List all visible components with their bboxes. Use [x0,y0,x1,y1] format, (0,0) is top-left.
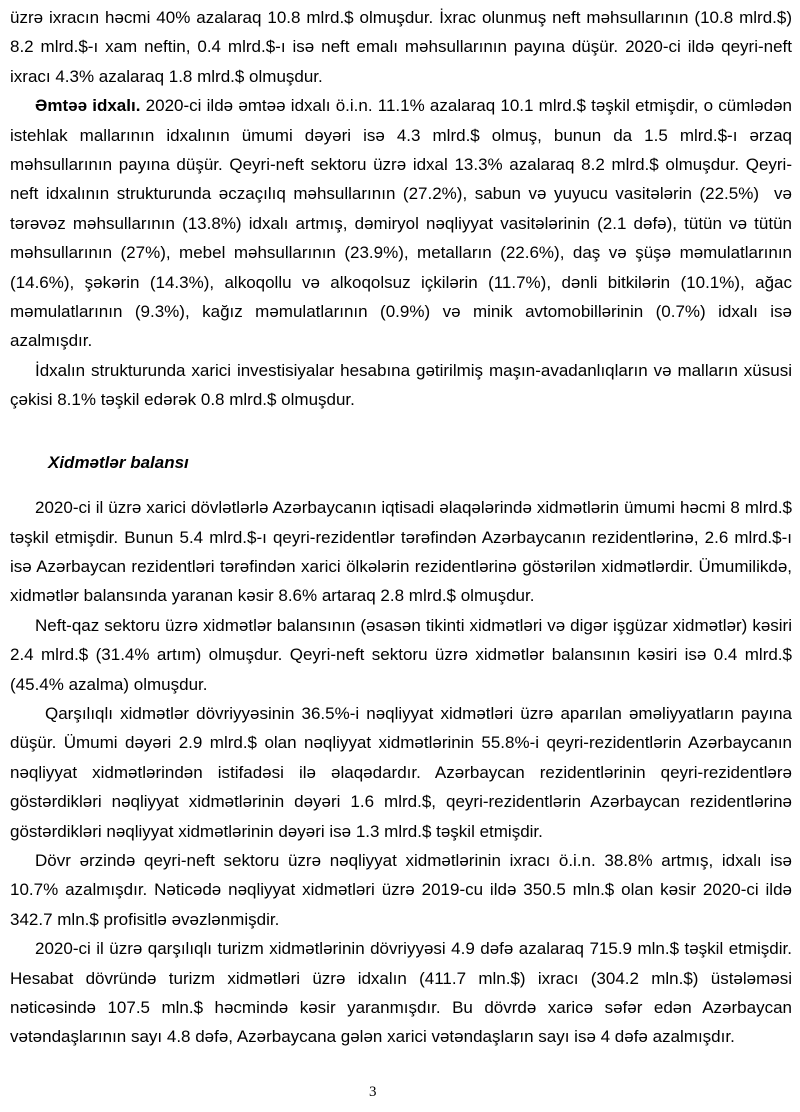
paragraph-text: 2020-ci il üzrə xarici dövlətlərlə Azərbaycanın iqtisadi əlaqələrində xidmətlərin ümumi həcmi 8 mlrd.$ təşkil etmişdir. Bunun 5.4 mlrd.$-ı qeyri-rezidentlər tərəfindən Azərbaycanın rezidentlərinə, 2.6 mlrd.$-ı isə Azərbaycan rezidentləri tərəfindən xarici ölkələrin rezidentlərinə göstərilən xidmətlərdir. Ümumilikdə, xidmətlər balansında yaranan kəsir 8.6% artaraq 2.8 mlrd.$ olmuşdur. [10,498,792,606]
paragraph-text: üzrə ixracın həcmi 40% azalaraq 10.8 mlrd.$ olmuşdur. İxrac olunmuş neft məhsullarının (10.8 mlrd.$) 8.2 mlrd.$-ı xam neftin, 0.4 mlrd.$-ı isə neft emalı məhsullarının payına düşür. 2020-ci ildə qeyri-neft ixracı 4.3% azalaraq 1.8 mlrd.$ olmuşdur. [10,8,792,86]
paragraph-lead-bold: Əmtəə idxalı. [35,96,141,116]
paragraph-text: İdxalın strukturunda xarici investisiyalar hesabına gətirilmiş maşın-avadanlıqların və malların xüsusi çəkisi 8.1% təşkil edərək 0.8 mlrd.$ olmuşdur. [10,360,792,410]
paragraph-import-structure [10,356,792,415]
paragraph-text: 2020-ci ildə əmtəə idxalı ö.i.n. 11.1% azalaraq 10.1 mlrd.$ təşkil etmişdir, o cümlədən istehlak mallarının idxalının ümumi dəyəri isə 4.3 mlrd.$ olmuş, bunun da 1.5 mlrd.$-ı ərzaq məhsullarının payına düşür. Qeyri-neft sektoru üzrə idxal 13.3% azalaraq 8.2 mlrd.$ olmuşdur. Qeyri-neft idxalının strukturunda əczaçılıq məhsullarının (27.2%), sabun və yuyucu vasitələrin (22.5%) və tərəvəz məhsullarının (13.8%) idxalı artmış, dəmiryol nəqliyyat vasitələrinin (2.1 dəfə), tütün və tütün məhsullarının (27%), mebel məhsullarının (23.9%), metalların (22.6%), daş və şüşə məmulatlarının (14.6%), şəkərin (14.3%), alkoqollu və alkoqolsuz içkilərin (11.7%), dənli bitkilərin (10.1%), ağac məmulatlarının (9.3%), kağız məmulatlarının (0.9%) və minik avtomobillərinin (0.7%) idxalı isə azalmışdır. [10,96,792,351]
paragraph-services-total [10,493,792,611]
paragraph-text: 2020-ci il üzrə qarşılıqlı turizm xidmətlərinin dövriyyəsi 4.9 dəfə azalaraq 715.9 mln.$ təşkil etmişdir. Hesabat dövründə turizm xidmətləri üzrə idxalın (411.7 mln.$) ixracı (304.2 mln.$) üstələməsi nəticəsində 107.5 mln.$ həcmində kəsir yaranmışdır. Bu dövrdə xaricə səfər edən Azərbaycan vətəndaşlarının sayı 4.8 dəfə, Azərbaycana gələn xarici vətəndaşların sayı isə 4 dəfə azalmışdır. [10,939,792,1047]
paragraph-transport-services [10,699,792,846]
paragraph-tourism-services [10,934,792,1052]
paragraph-text: Qarşılıqlı xidmətlər dövriyyəsinin 36.5%-i nəqliyyat xidmətləri üzrə aparılan əməliyyatların payına düşür. Ümumi dəyəri 2.9 mlrd.$ olan nəqliyyat xidmətlərinin 55.8%-i qeyri-rezidentlərin Azərbaycanın nəqliyyat xidmətlərindən istifadəsi ilə əlaqədardır. Azərbaycan rezidentlərinin qeyri-rezidentlərə göstərdikləri nəqliyyat xidmətlərinin dəyəri 1.6 mlrd.$, qeyri-rezidentlərin Azərbaycan rezidentlərinə göstərdikləri nəqliyyat xidmətlərinin dəyəri isə 1.3 mlrd.$ təşkil etmişdir. [10,703,792,841]
paragraph-exports-continuation [10,3,792,91]
paragraph-goods-imports [10,91,792,356]
section-heading-services-balance: Xidmətlər balansı [48,452,189,472]
paragraph-text: Neft-qaz sektoru üzrə xidmətlər balansının (əsasən tikinti xidmətləri və digər işgüzar xidmətlər) kəsiri 2.4 mlrd.$ (31.4% artım) olmuşdur. Qeyri-neft sektoru üzrə xidmətlər balansının kəsiri isə 0.4 mlrd.$ (45.4% azalma) olmuşdur. [10,615,792,694]
paragraph-oil-gas-services [10,611,792,699]
paragraph-text: Dövr ərzində qeyri-neft sektoru üzrə nəqliyyat xidmətlərinin ixracı ö.i.n. 38.8% artmış, idxalı isə 10.7% azalmışdır. Nəticədə nəqliyyat xidmətləri üzrə 2019-cu ildə 350.5 mln.$ olan kəsir 2020-ci ildə 342.7 mln.$ profisitlə əvəzlənmişdir. [10,850,792,929]
paragraph-transport-balance [10,846,792,934]
page-number: 3 [369,1084,377,1100]
